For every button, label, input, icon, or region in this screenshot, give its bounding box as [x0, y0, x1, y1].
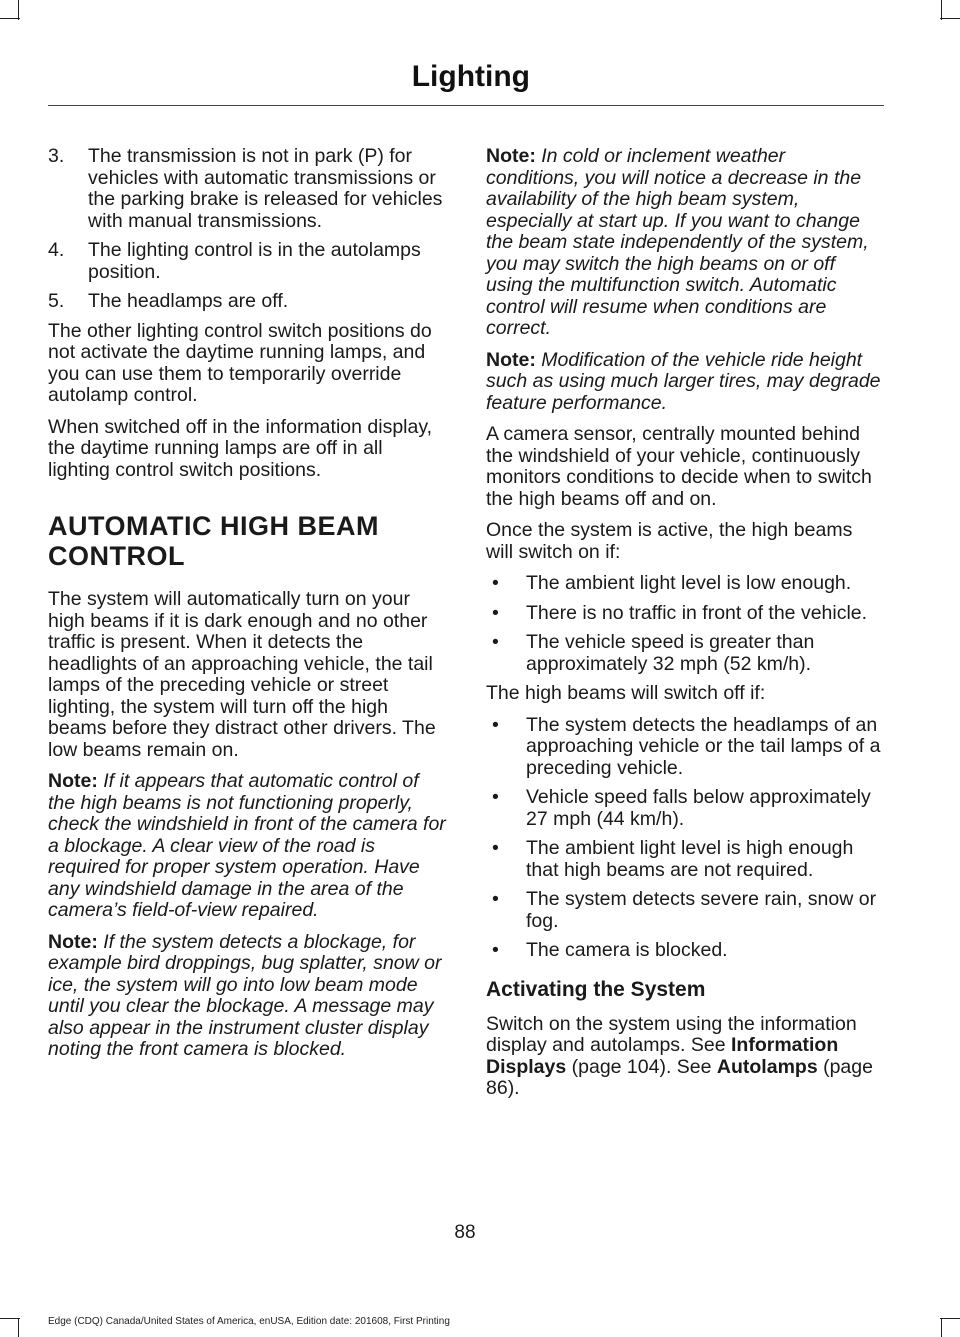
paragraph: Once the system is active, the high beams will switch on if:	[486, 519, 853, 563]
note	[48, 932, 446, 1061]
page-title: Lighting	[411, 60, 530, 93]
paragraph: The other lighting control switch positions do not activate the daytime running lamps, and you can use them to temporarily override autolamp control.	[48, 319, 432, 406]
list-item	[486, 715, 882, 780]
list-number: 4.	[48, 239, 65, 261]
crop-mark	[18, 0, 19, 20]
note	[486, 146, 882, 340]
paragraph: The system will automatically turn on your high beams if it is dark enough and no other traffic is present. When it detects the headlights of an approaching vehicle, the tail lamps of the preceding vehicle or street lighting, the system will turn off the high beams before they distract other drivers. The low beams remain on.	[48, 588, 436, 761]
crop-mark	[941, 1318, 942, 1337]
note-label: Note:	[48, 930, 98, 953]
left-column	[48, 146, 446, 1071]
paragraph: When switched off in the information display, the daytime running lamps are off in all lighting control switch positions.	[48, 415, 433, 481]
crop-mark	[941, 0, 942, 20]
list-item	[486, 940, 882, 962]
list-item	[48, 146, 446, 232]
crop-mark	[0, 1318, 20, 1319]
text-run: (page 104). See	[566, 1055, 717, 1078]
text-run: Switch on the system using the information display and autolamps. See	[486, 1012, 857, 1056]
list-item	[486, 787, 882, 830]
list-item-text: The transmission is not in park (P) for vehicles with automatic transmissions or the parking brake is released for vehicles with manual transmissions.	[88, 145, 443, 232]
list-item	[48, 240, 446, 283]
bullet-icon: •	[492, 888, 499, 910]
paragraph	[486, 1014, 882, 1100]
list-item-text: The vehicle speed is greater than approximately 32 mph (52 km/h).	[526, 631, 815, 675]
list-item-text: The lighting control is in the autolamps position.	[88, 239, 421, 283]
list-item-text: The camera is blocked.	[526, 939, 728, 961]
note-text: If the system detects a blockage, for example bird droppings, bug splatter, snow or ice, the system will go into low beam mode until you clear the blockage. A message may also appear in the instrument cluster display noting the front camera is blocked.	[48, 930, 442, 1060]
bullet-icon: •	[492, 572, 499, 594]
note	[48, 771, 446, 922]
note-text: Modification of the vehicle ride height such as using much larger tires, may degrade feature performance.	[486, 348, 881, 414]
sub-heading: Activating the System	[486, 977, 706, 1001]
note-text: If it appears that automatic control of the high beams is not functioning properly, check the windshield in front of the camera for a blockage. A clear view of the road is required for proper system operation. Have any windshield damage in the area of the camera’s field-of-view repaired.	[48, 770, 446, 921]
right-column	[486, 146, 882, 1110]
list-item-text: The ambient light level is high enough that high beams are not required.	[526, 837, 854, 881]
list-number: 3.	[48, 145, 65, 167]
note-label: Note:	[486, 348, 536, 371]
crop-mark	[18, 1318, 19, 1337]
list-item-text: The ambient light level is low enough.	[526, 572, 852, 594]
bullet-icon: •	[492, 786, 499, 808]
note-label: Note:	[486, 145, 536, 167]
list-item-text: There is no traffic in front of the vehicle.	[526, 601, 868, 624]
note-text: In cold or inclement weather conditions, you will notice a decrease in the availability of the high beam system, especially at start up. If you want to change the beam state independently of the system, you may switch the high beams on or off using the multifunction switch. Automatic control will resume when conditions are correct.	[486, 145, 869, 339]
bullet-icon: •	[492, 601, 499, 624]
note	[486, 350, 882, 415]
list-item-text: The headlamps are off.	[88, 290, 289, 312]
list-item-text: The system detects the headlamps of an approaching vehicle or the tail lamps of a preceding vehicle.	[526, 713, 881, 779]
list-item	[486, 603, 882, 625]
bullet-icon: •	[492, 631, 499, 653]
xref-information-displays[interactable]: Information Displays	[486, 1034, 839, 1078]
text-run: (page 86).	[486, 1055, 873, 1099]
bullet-icon: •	[492, 713, 499, 736]
list-number: 5.	[48, 290, 65, 312]
list-item	[486, 889, 882, 932]
page-number: 88	[454, 1222, 476, 1243]
bullet-icon: •	[492, 939, 499, 961]
bullet-icon: •	[492, 837, 499, 859]
list-item-text: Vehicle speed falls below approximately 27 mph (44 km/h).	[526, 786, 871, 830]
list-item	[486, 573, 882, 595]
paragraph: The high beams will switch off if:	[486, 682, 766, 704]
note-label: Note:	[48, 770, 98, 792]
list-item	[486, 838, 882, 881]
crop-mark	[940, 1318, 960, 1319]
crop-mark	[940, 18, 960, 19]
list-item	[486, 632, 882, 675]
section-heading: AUTOMATIC HIGH BEAM CONTROL	[48, 511, 379, 571]
edition-footer: Edge (CDQ) Canada/United States of America, enUSA, Edition date: 201608, First Printing	[48, 1316, 450, 1327]
paragraph: A camera sensor, centrally mounted behind the windshield of your vehicle, continuously monitors conditions to decide when to switch the high beams off and on.	[486, 423, 872, 510]
crop-mark	[0, 18, 20, 19]
list-item	[48, 291, 446, 313]
xref-autolamps[interactable]: Autolamps	[716, 1055, 818, 1078]
header-divider	[48, 105, 884, 106]
list-item-text: The system detects severe rain, snow or fog.	[526, 888, 877, 932]
